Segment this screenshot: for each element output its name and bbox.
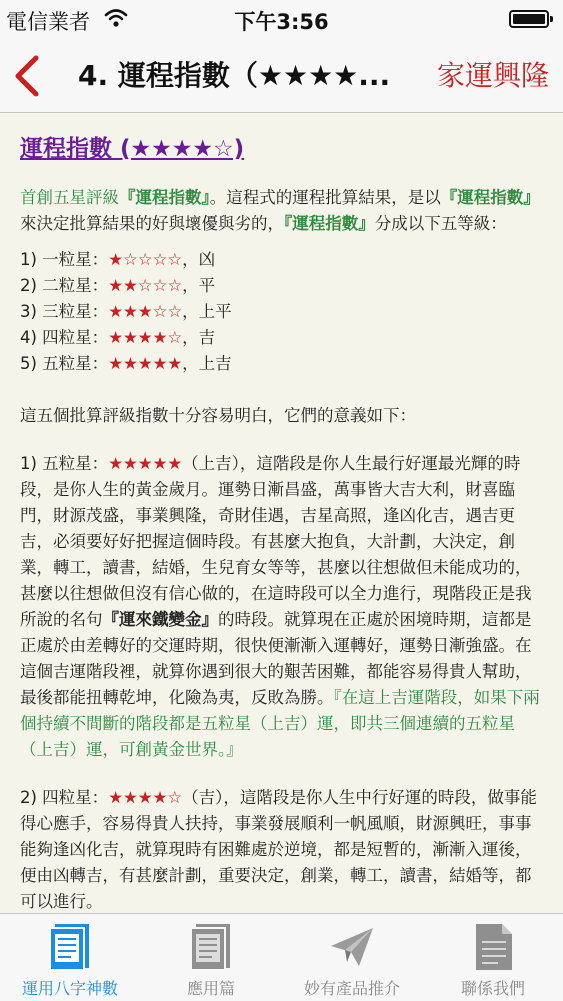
tab-bazi[interactable] bbox=[0, 914, 140, 1001]
level-grade: ，上吉 bbox=[182, 353, 232, 373]
section-text: （上吉），這階段是你人生最行好運最光輝的時段，是你人生的黃金歲月。運勢日漸昌盛，萬事皆大吉大利，財喜臨門，財源茂盛，事業興隆，奇財佳遇，吉星高照，逢凶化吉，遇吉更吉，必須要好好把握這個時段。有甚麼大抱負，大計劃，大決定，創業，轉工，讀書，結婚，生兒育女等等，甚麼以往想做但未能成功的，甚麼以往想做但沒有信心做的，在這時段可以全力進行，現階段正是我所說的名句 bbox=[20, 453, 532, 629]
level-grade: ，吉 bbox=[182, 327, 216, 347]
level-label: 5) 五粒星： bbox=[20, 353, 109, 373]
level-stars: ★☆☆☆☆ bbox=[108, 249, 183, 269]
intro-text: 。這程式的運程批算結果，是以 bbox=[209, 187, 441, 207]
article-heading: 運程指數 (★★★★☆) bbox=[20, 136, 245, 162]
section-quote: 『運來鐵變金』 bbox=[102, 609, 218, 629]
article-body bbox=[20, 135, 546, 913]
article-view[interactable] bbox=[0, 113, 563, 913]
paper-plane-icon bbox=[329, 922, 375, 972]
tab-contact[interactable] bbox=[423, 914, 563, 1001]
section-highlight: 『在這上吉運階段，如果下兩個持續不間斷的階段都是五粒星（上吉）運，即共三個連續的五粒星（上吉）運，可創黃金世界。』 bbox=[20, 687, 540, 759]
section-text: （吉），這階段是你人生中行好運的時段，做事能得心應手，容易得貴人扶持，事業發展順利一帆風順，財源興旺，事事能夠逢凶化吉，就算現時有困難處於逆境，都是短暫的，漸漸入運後，便由凶轉吉，有甚麼計劃，重要決定，創業，轉工，讀書，結婚等，都可以進行。 bbox=[20, 787, 537, 911]
star-level-item bbox=[20, 299, 546, 325]
section-stars: ★★★★☆ bbox=[108, 787, 183, 807]
family-fortune-button[interactable]: 家運興隆 bbox=[436, 59, 549, 92]
intro-paragraph bbox=[20, 185, 546, 237]
level-stars: ★★★☆☆ bbox=[108, 301, 183, 321]
explain-paragraph: 這五個批算評級指數十分容易明白，它們的意義如下： bbox=[20, 405, 416, 425]
tab-label: 聯係我們 bbox=[460, 979, 525, 998]
document-icon bbox=[470, 922, 516, 972]
level-grade: ，上平 bbox=[182, 301, 232, 321]
battery-icon bbox=[509, 10, 549, 28]
page-title: 4. 運程指數（★★★★... bbox=[78, 59, 391, 92]
clock: 下午3:56 bbox=[234, 10, 329, 34]
five-star-paragraph bbox=[20, 451, 546, 763]
star-levels-list bbox=[20, 247, 546, 377]
level-grade: ，凶 bbox=[182, 249, 216, 269]
level-stars: ★★★★☆ bbox=[108, 327, 183, 347]
status-bar bbox=[0, 0, 563, 38]
intro-term: 『運程指數』 bbox=[440, 187, 540, 207]
book-icon bbox=[188, 922, 234, 972]
star-level-item bbox=[20, 273, 546, 299]
four-star-paragraph bbox=[20, 785, 546, 913]
intro-text: 分成以下五等級： bbox=[374, 213, 507, 233]
back-chevron-icon[interactable] bbox=[8, 54, 48, 98]
level-grade: ，平 bbox=[182, 275, 216, 295]
nav-bar bbox=[0, 38, 563, 113]
intro-term: 『運程指數』 bbox=[284, 213, 375, 233]
section-label: 2) 四粒星： bbox=[20, 787, 109, 807]
tab-label: 妙有產品推介 bbox=[303, 979, 400, 998]
intro-text: 首創五星評級 bbox=[20, 187, 119, 207]
intro-text: 來決定批算結果的好與壞優與劣的， bbox=[20, 213, 284, 233]
level-label: 1) 一粒星： bbox=[20, 249, 109, 269]
section-label: 1) 五粒星： bbox=[20, 453, 109, 473]
tab-label: 運用八字神數 bbox=[21, 979, 118, 998]
tab-products[interactable] bbox=[282, 914, 422, 1001]
level-stars: ★★☆☆☆ bbox=[108, 275, 183, 295]
section-stars: ★★★★★ bbox=[108, 453, 183, 473]
star-level-item bbox=[20, 247, 546, 273]
book-icon bbox=[47, 922, 93, 972]
level-stars: ★★★★★ bbox=[108, 353, 183, 373]
intro-term: 『運程指數』 bbox=[119, 187, 210, 207]
section-text: 的時段。就算現在正處於困境時期，這都是正處於由差轉好的交運時期，很快便漸漸入運轉好，運勢日漸強盛。在這個吉運階段裡，就算你遇到很大的艱苦困難，都能容易得貴人幫助，最後都能扭轉乾坤，化險為夷，反敗為勝。 bbox=[20, 609, 532, 707]
level-label: 2) 二粒星： bbox=[20, 275, 109, 295]
carrier-label: 電信業者 bbox=[6, 10, 90, 34]
tab-bar bbox=[0, 913, 563, 1001]
level-label: 3) 三粒星： bbox=[20, 301, 109, 321]
star-level-item bbox=[20, 325, 546, 351]
tab-applications[interactable] bbox=[141, 914, 281, 1001]
level-label: 4) 四粒星： bbox=[20, 327, 109, 347]
tab-label: 應用篇 bbox=[186, 979, 235, 998]
star-level-item bbox=[20, 351, 546, 377]
